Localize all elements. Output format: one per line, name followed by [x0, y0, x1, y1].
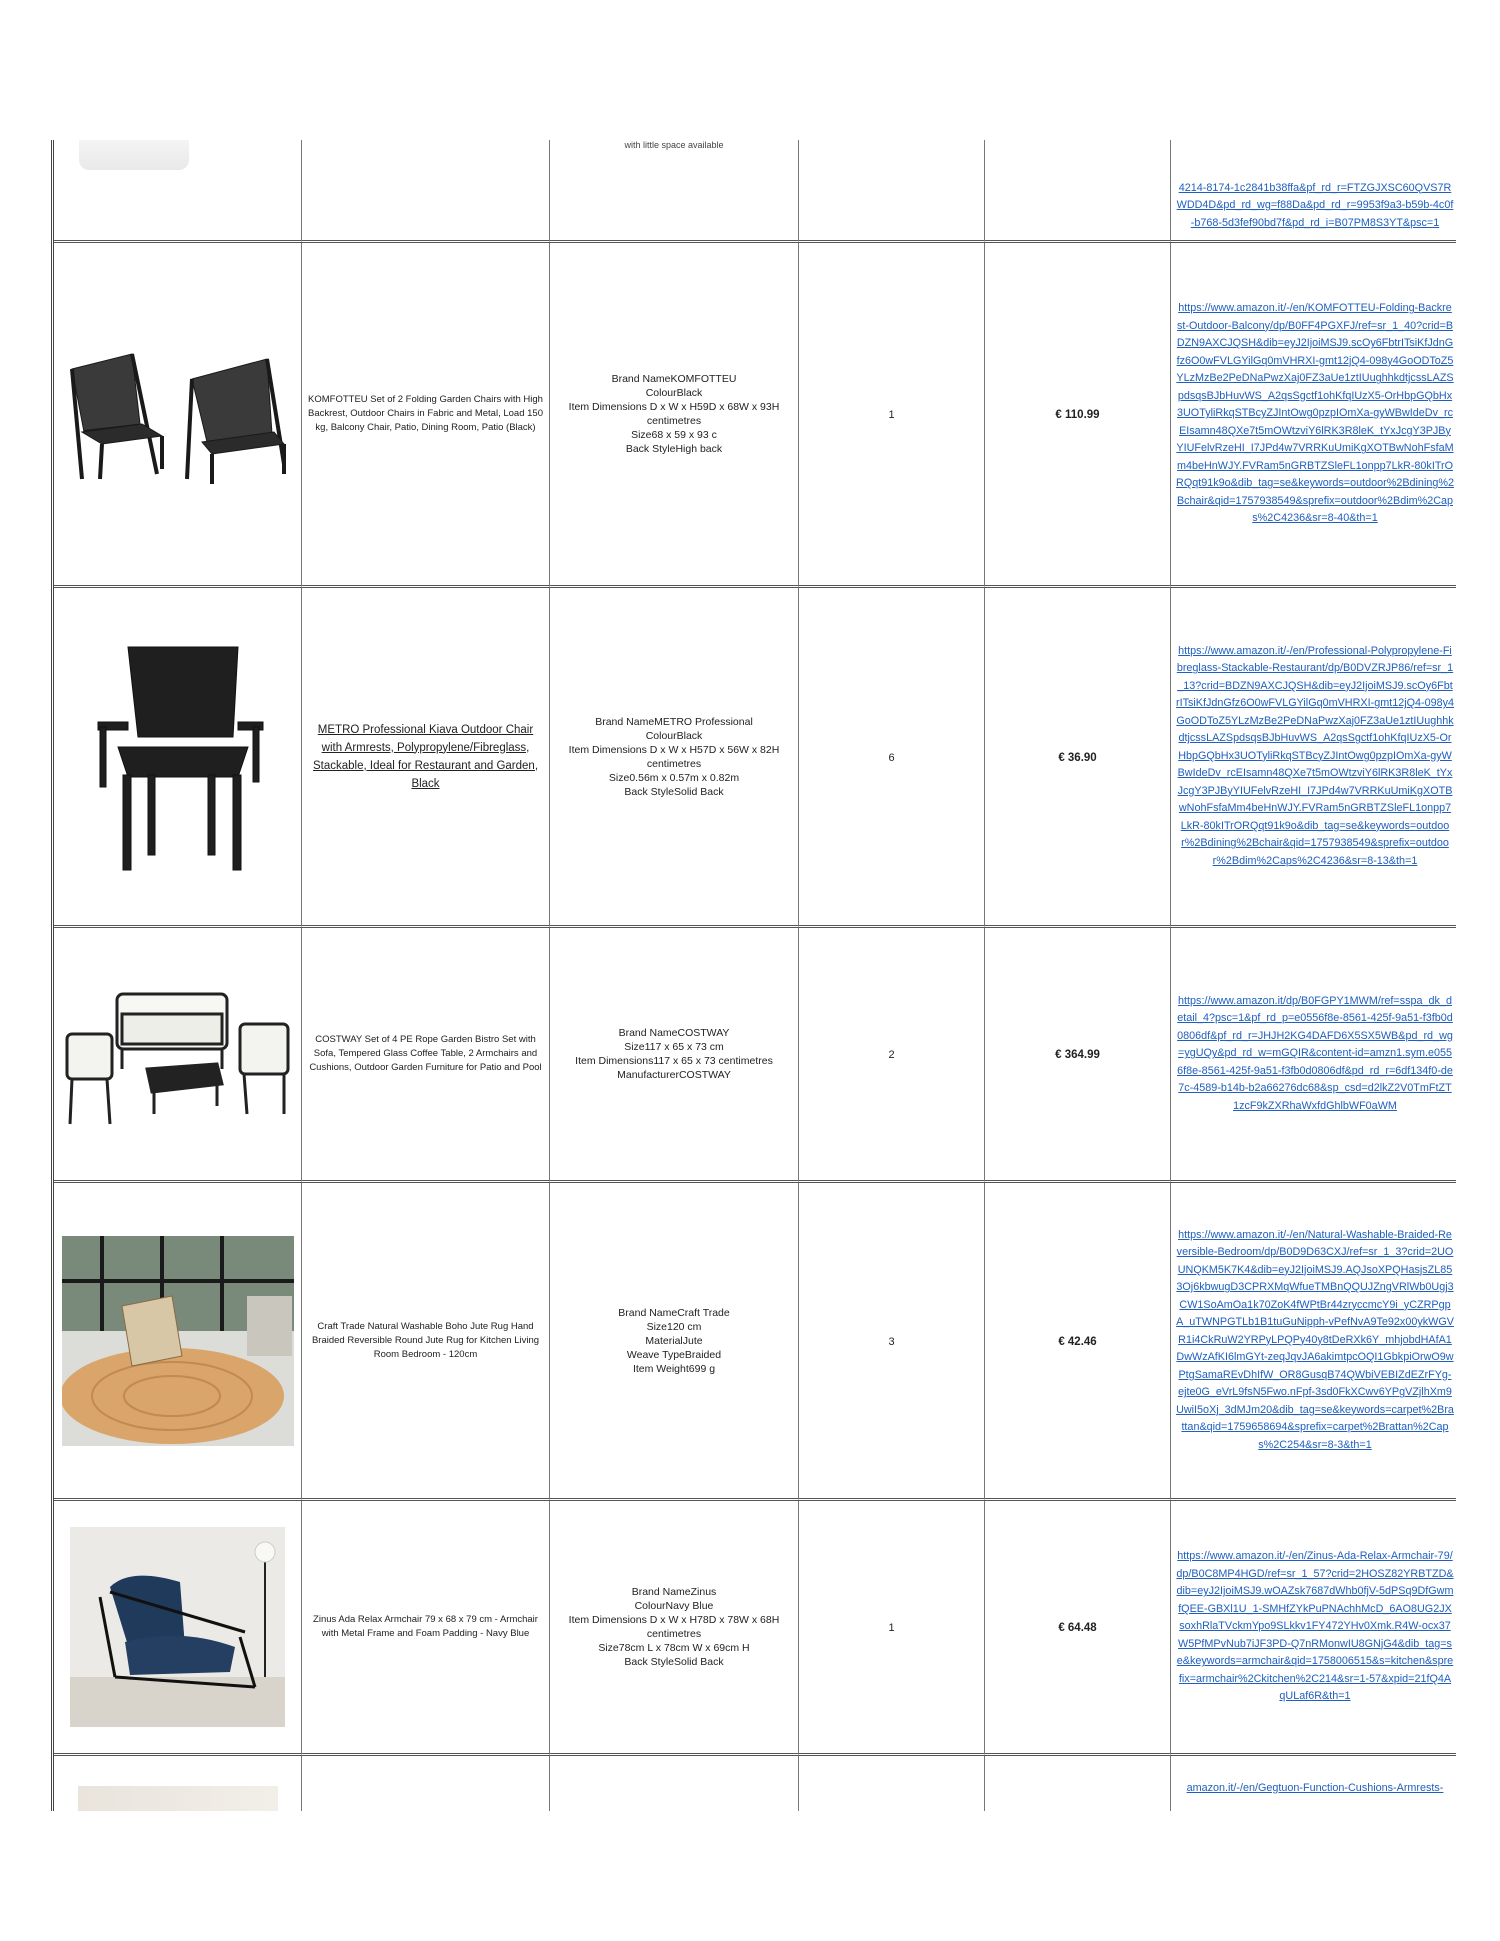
price-cell — [985, 928, 1171, 1183]
quantity: 6 — [888, 751, 895, 764]
product-table — [51, 140, 1456, 1811]
spec-line: Item Dimensions D x W x H59D x 68W x 93H centimetres — [568, 401, 780, 427]
product-image — [59, 1527, 296, 1727]
url-cell — [1171, 243, 1456, 588]
spec-line: Size78cm L x 78cm W x 69cm H — [598, 1642, 750, 1654]
specs-cell — [550, 1183, 799, 1501]
price: € 42.46 — [1058, 1335, 1097, 1348]
quantity-cell — [799, 1183, 985, 1501]
spec-line: Brand NameCraft Trade — [618, 1306, 730, 1319]
spec-line: Size120 cm — [646, 1320, 702, 1333]
product-table-sheet — [51, 140, 1456, 1811]
product-link[interactable]: https://www.amazon.it/-/en/Natural-Washable-Braided-Reversible-Bedroom/dp/B0D9D63CXJ/ref=sr_1_3?crid=2UOUNQKM5K7K4&dib=eyJ2IjoiMSJ9.AQJsoXPQHasjsZL853Oj6kbwugD3CPRXMqWfueTMBnQQUJZngVRlWb0Ugj3CW1SoAmOa1k70ZoK4fWPtBr44zryccmcY9i_yCZRPgpA_uTWNPGTLb1B1tuGuNipph-vPefNvA9Te92x00ykWGVR1i4CkRuW2YRPyLPQPy40y8tDeRXk6Y_mhjobdHAfA1DwWzAfKI6lmGYt-zeqJqvJA6akimtpcOQI1GbkpiOrwO9wPtgSamaREvDhIfW_OR8GusqB74QWbiVEBIZdEZrFYg-ejte0G_eVrL9fsN5Fwo.nFpf-3sd0FkXCwv6YPgVZjlhXm9UwiI5oXj_3dMJm20&dib_tag=se&keywords=carpet%2Brattan&qid=1759658694&sprefix=carpet%2Brattan%2Caps%2C254&sr=8-3&th=1 — [1176, 1228, 1454, 1451]
product-link[interactable]: https://www.amazon.it/-/en/KOMFOTTEU-Folding-Backrest-Outdoor-Balcony/dp/B0FF4PGXFJ/ref=sr_1_40?crid=BDZN9AXCJQSH&dib=eyJ2IjoiMSJ9.scOy6FbtrITsiKfJdnGfz6O0wFVLGYilGq0mVHRXI-gmt12jQ4-098y4GoODToZ5YLzMzBe2PeDNaPwzXaj0FZ3aUe1ztIUughhkdtjcssLAZSpdsqsBJbHuvWS_A2qsSgctf1ohKfqIUzX5-OrHbpGQbHx3UOTyliRkqSTBcyZJIntOwg0pzpIOmXa-gyWBwIdeDv_rcEIsamn48QXe7t5mOWtzviY6lRK3R8leK_tYxJcgY3PJByYIUFelvRzeHI_I7JPd4w7VRRKuUmiKgXOTBwNohFsfaMm4beHnWJY.FVRam5nGRBTZSleFL1onpp7LkR-80kITrORQqt91k9o&dib_tag=se&keywords=outdoor%2Bdining%2Bchair&qid=1757938549&sprefix=outdoor%2Bdim%2Caps%2C4236&sr=8-40&th=1 — [1176, 302, 1454, 525]
spec-line: MaterialJute — [645, 1334, 703, 1347]
quantity: 3 — [888, 1335, 895, 1348]
description-cell — [302, 1756, 550, 1811]
folding-chairs-illustration — [62, 344, 294, 484]
partial-product-image — [79, 140, 189, 170]
product-specs — [555, 372, 793, 456]
spec-line: Brand NameZinus — [631, 1586, 717, 1598]
product-link[interactable]: https://www.amazon.it/-/en/Professional-Polypropylene-Fibreglass-Stackable-Restaurant/dp/B0DVZRJP86/ref=sr_1_13?crid=BDZN9AXCJQSH&dib=eyJ2IjoiMSJ9.scOy6FbtrITsiKfJdnGfz6O0wFVLGYilGq0mVHRXI-gmt12jQ4-098y4GoODToZ5YLzMzBe2PeDNaPwzXaj0FZ3aUe1ztIUughhkdtjcssLAZSpdsqsBJbHuvWS_A2qsSgctf1ohKfqIUzX5-OrHbpGQbHx3UOTyliRkqSTBcyZJIntOwg0pzpIOmXa-gyWBwIdeDv_rcEIsamn48QXe7t5mOWtzviY6lRK3R8leK_tYxJcgY3PJByYIUFelvRzeHI_I7JPd4w7VRRKuUmiKgXOTBwNohFsfaMm4beHnWJY.FVRam5nGRBTZSleFL1onpp7LkR-80kITrORQqt91k9o&dib_tag=se&keywords=outdoor%2Bdining%2Bchair&qid=1757938549&sprefix=outdoor%2Bdim%2Caps%2C4236&sr=8-13&th=1 — [1176, 644, 1455, 867]
product-image-cell — [54, 243, 302, 588]
spec-line: Weave TypeBraided — [626, 1348, 722, 1361]
quantity-cell — [799, 1756, 985, 1811]
description-cell — [302, 1183, 550, 1501]
price-cell — [985, 140, 1171, 243]
product-image — [59, 1236, 296, 1446]
table-row — [54, 243, 1456, 588]
table-row-partial-top — [54, 140, 1456, 243]
product-description: Craft Trade Natural Washable Boho Jute Rug Hand Braided Reversible Round Jute Rug for Kitchen Living Room Bedroom - 120cm — [311, 1320, 540, 1360]
spec-line: Brand NameCOSTWAY — [618, 1027, 730, 1039]
product-specs — [555, 715, 793, 799]
product-image-cell — [54, 1183, 302, 1501]
spec-line: Back StyleSolid Back — [624, 1656, 724, 1668]
spec-line: ColourBlack — [645, 387, 703, 399]
description-cell — [302, 140, 550, 243]
armchair-illustration — [88, 637, 268, 877]
quantity-cell — [799, 1501, 985, 1756]
spec-line: Back StyleHigh back — [625, 443, 723, 455]
spec-line: ManufacturerCOSTWAY — [617, 1069, 731, 1081]
table-row — [54, 588, 1456, 928]
product-image-cell — [54, 1501, 302, 1756]
spec-line: Item Dimensions D x W x H57D x 56W x 82H centimetres — [568, 743, 780, 770]
spec-line: Back StyleSolid Back — [624, 785, 724, 798]
product-link[interactable]: https://www.amazon.it/-/en/Zinus-Ada-Relax-Armchair-79/dp/B0C8MP4HGD/ref=sr_1_57?crid=2HOSZ82YRBTZD&dib=eyJ2IjoiMSJ9.wOAZsk7687dWhb0fjV-5dPSq9DfGwmfQEE-GBXl1U_1-SMHfZYkPuPNAchhMcD_6AO8UG2JXsoxhRlaTVckmYpo9SLkkv1FY472YHv0Xmk.R4W-ocx37W5PfMPvNub7iJF3PD-Q7nRMonwIU8GNjG4&dib_tag=se&keywords=armchair&qid=1758006515&s=kitchen&sprefix=armchair%2Ckitchen%2C214&sr=1-57&xpid=21fQ4AqULaf6R&th=1 — [1176, 1550, 1454, 1703]
product-link[interactable]: https://www.amazon.it/dp/B0FGPY1MWM/ref=sspa_dk_detail_4?psc=1&pf_rd_p=e0556f8e-8561-425f-9a51-f3fb0d0806df&pf_rd_r=JHJH2KG4DAFD6X5SX5WB&pd_rd_wg=ygUQy&pd_rd_w=mGQIR&content-id=amzn1.sym.e0556f8e-8561-425f-9a51-f3fb0d0806df&pd_rd_r=6df134f0-de7c-4589-b14b-b2a66276dc68&sp_csd=d2lkZ2V0TmFtZT1zcF9kZXRhaWxfdGhlbWF0aWM — [1177, 994, 1453, 1112]
url-cell — [1171, 588, 1456, 928]
specs-cell — [550, 588, 799, 928]
product-description: COSTWAY Set of 4 PE Rope Garden Bistro Set with Sofa, Tempered Glass Coffee Table, 2 Armchairs and Cushions, Outdoor Garden Furniture for Patio and Pool — [309, 1034, 542, 1073]
quantity-cell — [799, 243, 985, 588]
spec-line: ColourBlack — [645, 729, 703, 742]
product-image — [59, 344, 296, 484]
spec-line: Item Dimensions D x W x H78D x 78W x 68H centimetres — [568, 1614, 780, 1640]
spec-line: ColourNavy Blue — [634, 1600, 714, 1612]
price-cell — [985, 243, 1171, 588]
table-row-partial-bottom — [54, 1756, 1456, 1811]
quantity: 2 — [888, 1049, 895, 1061]
specs-cell — [550, 1756, 799, 1811]
specs-cell — [550, 1501, 799, 1756]
spec-line: Size68 x 59 x 93 c — [631, 429, 717, 441]
price: € 64.48 — [1058, 1622, 1097, 1634]
spec-line: Size117 x 65 x 73 cm — [624, 1041, 724, 1053]
spec-line: Brand NameMETRO Professional — [595, 715, 753, 728]
description-cell — [302, 243, 550, 588]
spec-line: Item Dimensions117 x 65 x 73 centimetres — [575, 1055, 773, 1067]
quantity-cell — [799, 928, 985, 1183]
price: € 110.99 — [1055, 409, 1100, 421]
spec-line: Brand NameKOMFOTTEU — [611, 373, 737, 385]
product-image-cell — [54, 928, 302, 1183]
url-cell — [1171, 928, 1456, 1183]
quantity-cell — [799, 140, 985, 243]
price: € 36.90 — [1058, 751, 1097, 764]
specs-cell — [550, 928, 799, 1183]
quantity-cell — [799, 588, 985, 928]
partial-product-image — [78, 1786, 278, 1811]
spec-line: Item Weight699 g — [632, 1362, 716, 1375]
url-cell — [1171, 1756, 1456, 1811]
description-cell — [302, 1501, 550, 1756]
quantity: 1 — [888, 1622, 895, 1634]
product-description[interactable]: METRO Professional Kiava Outdoor Chair with Armrests, Polypropylene/Fibreglass, Stackable, Ideal for Restaurant and Garden, Black — [312, 723, 539, 790]
product-image-cell — [54, 140, 302, 243]
spec-line: with little space available — [624, 140, 724, 150]
navy-armchair-illustration — [70, 1527, 285, 1727]
product-image-cell — [54, 1756, 302, 1811]
url-cell — [1171, 140, 1456, 243]
table-row — [54, 1501, 1456, 1756]
price-cell — [985, 588, 1171, 928]
product-link[interactable]: 4214-8174-1c2841b38ffa&pf_rd_r=FTZGJXSC60QVS7RWDD4D&pd_rd_wg=f88Da&pd_rd_r=9953f9a3-b59b-4c0f-b768-5d3fef90bd7f&pd_rd_i=B07PM8S3YT&psc=1 — [1176, 181, 1454, 229]
product-specs — [555, 1585, 793, 1669]
bistro-set-illustration — [62, 974, 294, 1134]
product-specs — [555, 1306, 793, 1376]
product-description: KOMFOTTEU Set of 2 Folding Garden Chairs with High Backrest, Outdoor Chairs in Fabric and Metal, Load 150 kg, Balcony Chair, Patio, Dining Room, Patio (Black) — [308, 394, 543, 433]
description-cell — [302, 588, 550, 928]
url-cell — [1171, 1183, 1456, 1501]
specs-cell — [550, 243, 799, 588]
table-row — [54, 928, 1456, 1183]
description-cell — [302, 928, 550, 1183]
quantity: 1 — [888, 409, 895, 421]
product-link[interactable]: amazon.it/-/en/Gegtuon-Function-Cushions-Armrests- — [1186, 1782, 1444, 1794]
spec-line: Size0.56m x 0.57m x 0.82m — [608, 771, 740, 784]
price: € 364.99 — [1055, 1049, 1100, 1061]
product-description: Zinus Ada Relax Armchair 79 x 68 x 79 cm - Armchair with Metal Frame and Foam Padding - Navy Blue — [313, 1614, 538, 1639]
product-specs — [555, 1026, 793, 1082]
table-row — [54, 1183, 1456, 1501]
price-cell — [985, 1756, 1171, 1811]
product-image — [59, 974, 296, 1134]
product-image-cell — [54, 588, 302, 928]
jute-rug-illustration — [62, 1236, 294, 1446]
url-cell — [1171, 1501, 1456, 1756]
specs-cell — [550, 140, 799, 243]
price-cell — [985, 1183, 1171, 1501]
price-cell — [985, 1501, 1171, 1756]
product-image — [59, 637, 296, 877]
